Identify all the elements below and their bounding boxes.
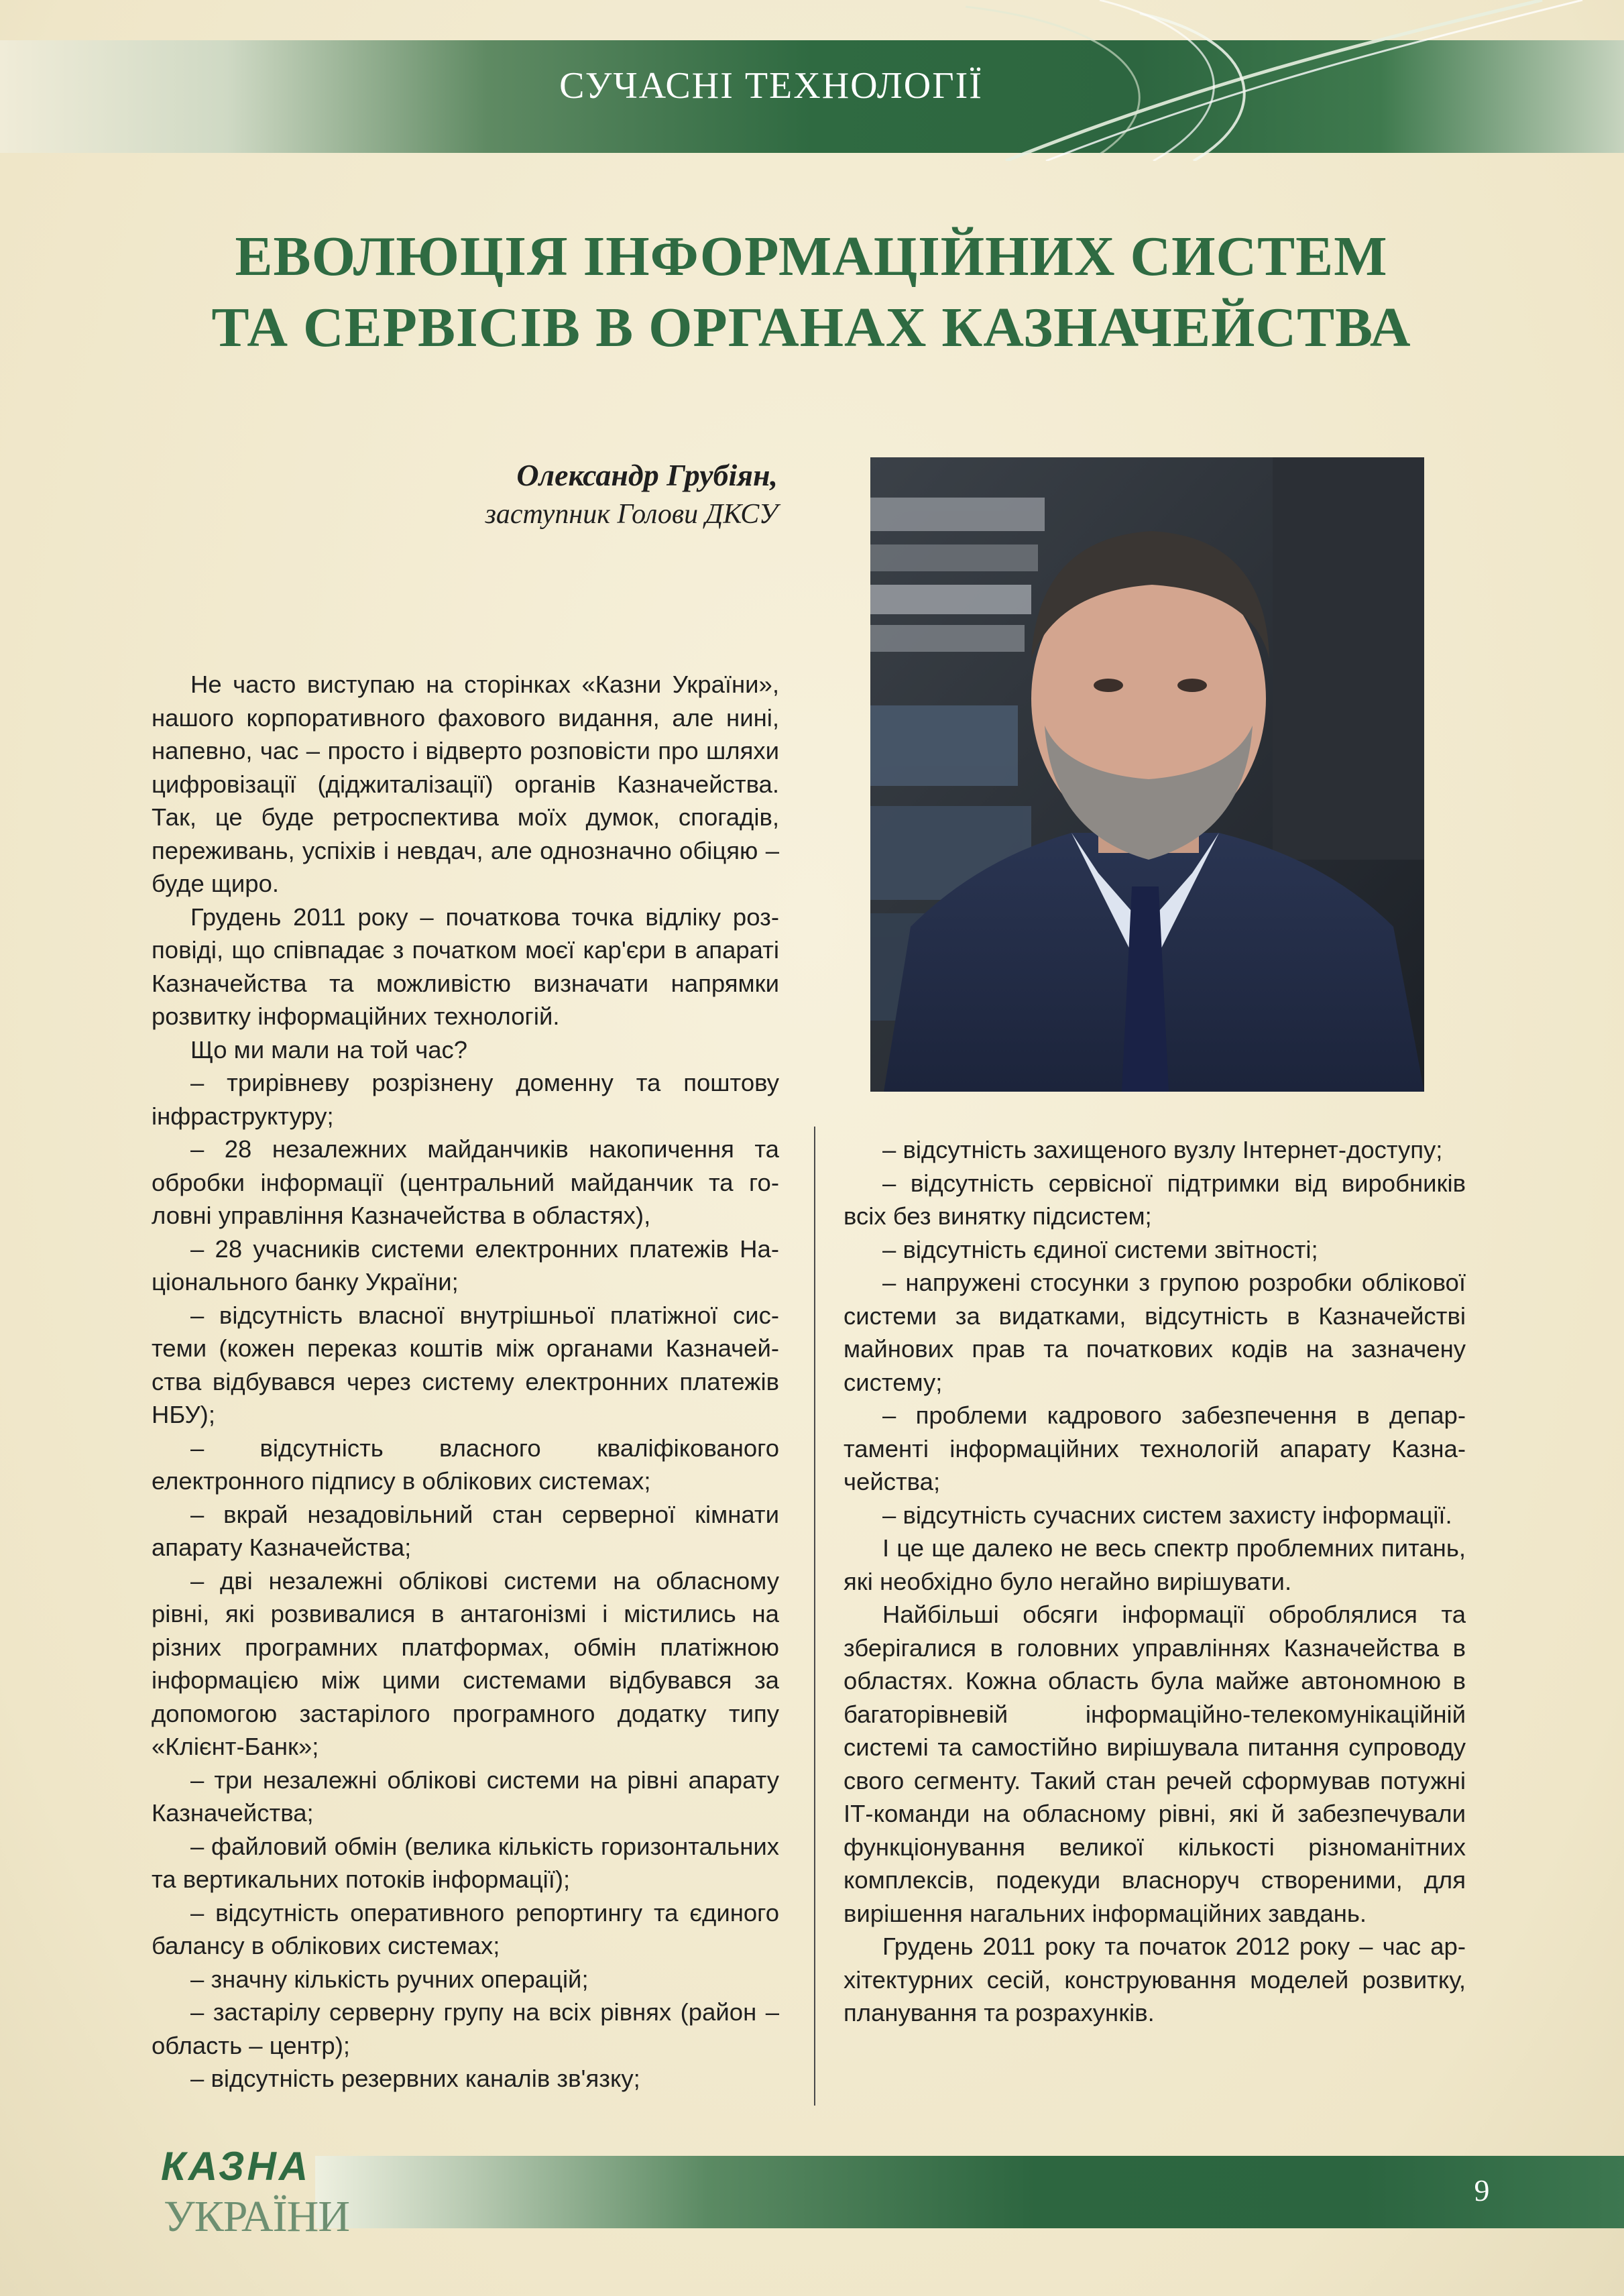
footer-banner [315,2156,1624,2228]
list-item: – напружені стосунки з групою розробки облікової системи за видатками, відсутність в Казначействі майнових прав та початкових кодів на зазначену систему; [844,1269,1466,1396]
list-item: – файловий обмін (велика кількість горизонтальних та вертикальних потоків інформації); [152,1832,779,1893]
list-item: – три незалежні облікові системи на рівні апарату Казначейства; [152,1766,779,1827]
list-item: – відсутність резервних каналів зв'язку; [190,2065,640,2092]
list-item: – дві незалежні облікові системи на обласному рівні, які розвивалися в антагонізмі і містились на різних програмних платформах, обмін платіжною інформацією між цими системами відбувався за допомогою застарілого програмного додатку типу «Клієнт-Банк»; [152,1566,779,1760]
list-item: – 28 учасників системи електронних платежів Національного банку України; [152,1235,779,1296]
list-item: – відсутність захищеного вузлу Інтернет-доступу; [882,1136,1443,1163]
list-item: – відсутність сучасних систем захисту інформації. [882,1501,1452,1529]
section-label: СУЧАСНІ ТЕХНОЛОГІЇ [559,65,983,107]
list-item: – відсутність єдиної системи звітності; [882,1235,1318,1263]
list-item: – значну кількість ручних операцій; [190,1965,589,1993]
list-item: – 28 незалежних майданчиків накопичення та обробки інформації (центральний майданчик та головні управління Казначейства в областях), [152,1135,779,1229]
article-title [134,221,1489,363]
left-text-column [152,668,779,2096]
list-item: – застарілу серверну групу на всіх рівнях (район – область – центр); [152,1998,779,2059]
author-photo [870,457,1424,1092]
list-item: – вкрай незадовільний стан серверної кімнати апарату Казначейства; [152,1500,779,1561]
author-role: заступник Голови ДКСУ [485,499,778,530]
list-item: – відсутність сервісної підтримки від виробників всіх без винятку підсистем; [844,1169,1466,1230]
list-item: – відсутність оперативного репортингу та єдиного балансу в облікових системах; [152,1898,779,1959]
article-title-line-2: ТА СЕРВІСІВ В ОРГАНАХ КАЗНАЧЕЙСТВА [211,296,1411,359]
paragraph: Що ми мали на той час? [190,1035,468,1064]
right-text-column [844,1133,1466,2030]
list-item: – відсутність власного кваліфікованого електронного підпису в облікових системах; [152,1434,779,1495]
author-photo-illustration [870,457,1424,1092]
magazine-logo [161,2143,349,2250]
paragraph: І це ще далеко не весь спектр проблемних питань, які необхідно було негайно вирішувати. [844,1534,1466,1595]
article-title-line-1: ЕВОЛЮЦІЯ ІНФОРМАЦІЙНИХ СИСТЕМ [235,225,1388,288]
paragraph: Грудень 2011 року – початкова точка відліку розповіді, що співпадає з початком моєї кар'єри в апараті Казначейства та можливістю визначати напрямки розвитку інформаційних технологій. [152,903,779,1030]
list-item: – відсутність власної внутрішньої платіжної системи (кожен переказ коштів між органами Казначейства відбувався через систему електронних платежів НБУ); [152,1301,779,1428]
page-number: 9 [1474,2173,1490,2207]
author-name: Олександр Грубіян, [516,458,778,492]
paragraph: Грудень 2011 року та початок 2012 року – час архітектурних сесій, конструювання моделей розвитку, планування та розрахунків. [844,1933,1466,2026]
list-item: – трирівневу розрізнену доменну та поштову інфраструктуру; [152,1069,779,1130]
paragraph: Не часто виступаю на сторінках «Казни України», нашого корпоративного фахового видання, але нині, напевно, час – просто і відверто розповісти про шляхи цифровізації (діджиталізації) органів Казначейства. Так, це буде ретроспектива моїх думок, спогадів, переживань, успіхів і невдач, але однозначно обіцяю – буде щиро. [152,671,779,897]
author-block [335,456,778,534]
paragraph: Найбільші обсяги інформації оброблялися та зберігалися в головних управліннях Казначейства в областях. Кожна область була майже автономною в багаторівневій інформаційно-телекомунікаційній системі та самостійно вирішувала питання супроводу свого сегменту. Такий стан речей сформував потужні ІТ-команди на обласному рівні, які й забезпечували функціонування великої кількості різноманітних комплексів, подекуди власноруч створеними, для вирішення нагальних інформаційних завдань. [844,1601,1466,1927]
logo-top-text: КАЗНА [161,2144,311,2189]
logo-bottom-text: УКРАЇНИ [164,2192,349,2241]
list-item: – проблеми кадрового забезпечення в департаменті інформаційних технологій апарату Казначейства; [844,1401,1466,1495]
column-divider [814,1127,815,2106]
